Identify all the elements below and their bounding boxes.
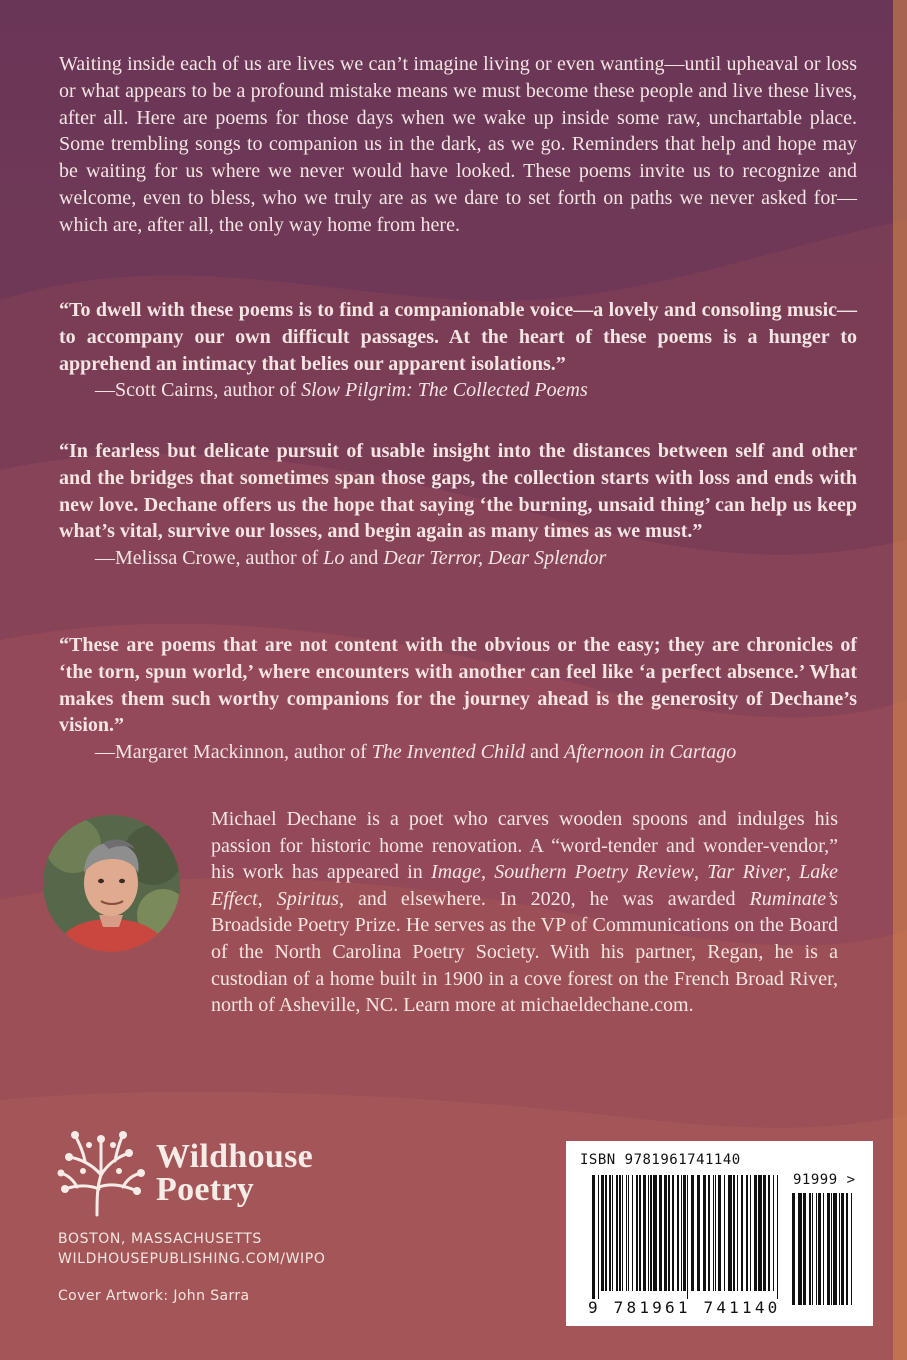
barcode-bar [616, 1175, 618, 1291]
tree-icon [57, 1127, 149, 1217]
barcode-bar [746, 1175, 748, 1291]
endorsement-1 [59, 297, 857, 404]
barcode-bar [758, 1175, 762, 1291]
journal-title: Lake Effect [211, 861, 839, 910]
barcode-bar [754, 1175, 757, 1291]
attribution-prefix: —Margaret Mackinnon, author of [95, 741, 372, 764]
barcode-bar [851, 1193, 852, 1305]
barcode-bar [708, 1175, 710, 1291]
publisher-info [58, 1229, 325, 1269]
endorsement-2 [59, 438, 857, 572]
barcode-bar [691, 1175, 694, 1291]
bio-text: Michael Dechane is a poet who carves wooden spoons and indulges his passion for historic home renovation. A “word-tender and wonder-vendor,” his work has appeared in [211, 808, 838, 884]
barcode-bar [619, 1175, 621, 1291]
endorsement-3 [59, 632, 857, 766]
barcode-bar [763, 1175, 766, 1291]
bio-separator: , [257, 887, 277, 910]
price-code: 91999 > [793, 1172, 856, 1188]
book-title: The Invented Child [371, 741, 526, 764]
barcode-bar [816, 1193, 817, 1305]
barcode-bar [592, 1175, 595, 1299]
barcode-bar [628, 1175, 629, 1291]
barcode-bar [664, 1175, 667, 1291]
book-description: Waiting inside each of us are lives we can’t imagine living or even wanting—until upheaval or loss or what appears to be a profound mistake means we must become these people and live these lives, after all. Here are poems for those days when we wake up inside some raw, unchartable place. Some trembling songs to companion us in the dark, as we go. Reminders that help and hope may be waiting for us where we never would have looked. These poems invite us to recognize and welcome, even to bless, who we truly are as we dare to set forth on paths we never asked for—which are, after all, the only way home from here. [59, 53, 857, 236]
barcode-bar [697, 1175, 700, 1291]
barcode-bar [715, 1175, 716, 1291]
bio-separator: , [481, 861, 495, 884]
barcode-bar [773, 1175, 774, 1291]
barcode-bar [612, 1175, 613, 1291]
barcode-bar [639, 1175, 641, 1291]
isbn-barcode [566, 1141, 873, 1326]
barcode-bar [668, 1175, 670, 1291]
barcode-bar [681, 1175, 682, 1291]
barcode-bar [632, 1175, 633, 1291]
publisher-name-line-2: Poetry [156, 1171, 255, 1208]
barcode-bar [672, 1175, 674, 1291]
journal-title: Southern Poetry Review [494, 861, 695, 884]
endorsement-1-attribution [59, 377, 857, 404]
barcode-bar [636, 1175, 638, 1291]
barcode-bar [601, 1175, 604, 1291]
bio-text: Broadside Poetry Prize. He serves as the VP of Communications on the Board of the North Carolina Poetry Society. With his partner, Regan, he is a custodian of a home built in 1900 in a cove forest on the French Broad River, north of Asheville, NC. Learn more at michaeldechane.com. [211, 914, 838, 1017]
barcode-bar [737, 1175, 738, 1291]
barcode-bar [713, 1175, 714, 1291]
barcode-bar [605, 1175, 607, 1291]
barcode-bar [812, 1193, 813, 1305]
attribution-conjunction: and [344, 547, 384, 570]
barcode-bar [724, 1175, 725, 1291]
publisher-location: BOSTON, MASSACHUSETTS [58, 1231, 262, 1247]
barcode-bar [648, 1175, 649, 1291]
journal-title: Ruminate’s [749, 887, 839, 910]
barcode-bar [733, 1175, 735, 1291]
book-title: Afternoon in Cartago [563, 741, 737, 764]
barcode-bar [653, 1175, 657, 1291]
barcode-bar [841, 1193, 844, 1305]
journal-title: Image [431, 861, 482, 884]
publisher-website: WILDHOUSEPUBLISHING.COM/WIPO [58, 1251, 326, 1267]
book-title: Dear Terror, Dear Splendor [383, 547, 607, 570]
author-bio [211, 806, 838, 1019]
endorsement-1-text: “To dwell with these poems is to find a companionable voice—a lovely and consoling music—to accompany our own difficult passages. At the heart of these poems is a hunger to apprehend an intimacy that belies our apparent isolations.” [59, 299, 857, 375]
isbn-label: ISBN 9781961741140 [580, 1152, 741, 1168]
barcode-bar [827, 1193, 830, 1305]
barcode-bar [643, 1175, 646, 1291]
publisher-name [156, 1140, 313, 1206]
barcode-bar [598, 1175, 599, 1299]
bio-separator: , [785, 861, 800, 884]
barcode-bar [677, 1175, 679, 1291]
barcode-bar [741, 1175, 743, 1291]
barcode-bar [703, 1175, 706, 1291]
barcode-bar [823, 1193, 824, 1305]
attribution-prefix: —Scott Cairns, author of [95, 379, 302, 402]
barcode-bar [792, 1193, 795, 1305]
endorsement-3-text: “These are poems that are not content with the obvious or the easy; they are chronicles of ‘the torn, spun world,’ where encounters with another can feel like ‘a perfect absence.’ What makes them such worthy companions for the journey ahead is the generosity of Dechane’s vision.” [59, 634, 857, 737]
barcode-bar [831, 1193, 832, 1305]
barcode-bar [622, 1175, 623, 1291]
barcode-bar [650, 1175, 652, 1291]
barcode-bar [809, 1193, 811, 1305]
journal-title: Tar River [707, 861, 786, 884]
barcode-bar [798, 1193, 802, 1305]
barcode-bar [683, 1175, 686, 1291]
barcode-bar [728, 1175, 732, 1291]
publisher-name-line-1: Wildhouse [156, 1138, 314, 1175]
attribution-prefix: —Melissa Crowe, author of [95, 547, 324, 570]
barcode-bar [687, 1175, 688, 1299]
barcode-bar [609, 1175, 611, 1291]
endorsement-3-attribution [59, 739, 857, 766]
barcode-bar [750, 1175, 751, 1291]
barcode-bar [718, 1175, 721, 1291]
attribution-conjunction: and [525, 741, 564, 764]
publisher-logo [57, 1127, 357, 1217]
bio-separator: , [694, 861, 708, 884]
book-title: Slow Pilgrim: The Collected Poems [301, 379, 588, 402]
endorsement-2-text: “In fearless but delicate pursuit of usable insight into the distances between self and other and the bridges that sometimes span those gaps, the collection starts with loss and ends with new love. Dechane offers us the hope that saying ‘the burning, unsaid thing’ can help us keep what’s vital, survive our losses, and begin again as many times as we must.” [59, 440, 857, 543]
author-photo [43, 815, 180, 952]
barcode-bar [818, 1193, 821, 1305]
cover-artwork-credit: Cover Artwork: John Sarra [58, 1288, 250, 1304]
barcode-bar [833, 1193, 837, 1305]
bio-text: , and elsewhere. In 2020, he was awarded [338, 887, 750, 910]
journal-title: Spiritus [276, 887, 339, 910]
barcode-bar [659, 1175, 662, 1291]
barcode-bar [626, 1175, 627, 1291]
book-title: Lo [323, 547, 345, 570]
barcode-bar [803, 1193, 806, 1305]
barcode-bar [777, 1175, 778, 1299]
barcode-bar [839, 1193, 840, 1305]
barcode-digits: 9 781961 741140 [588, 1298, 781, 1317]
barcode-bar [846, 1193, 848, 1305]
endorsement-2-attribution [59, 545, 857, 572]
barcode-bar [768, 1175, 770, 1291]
